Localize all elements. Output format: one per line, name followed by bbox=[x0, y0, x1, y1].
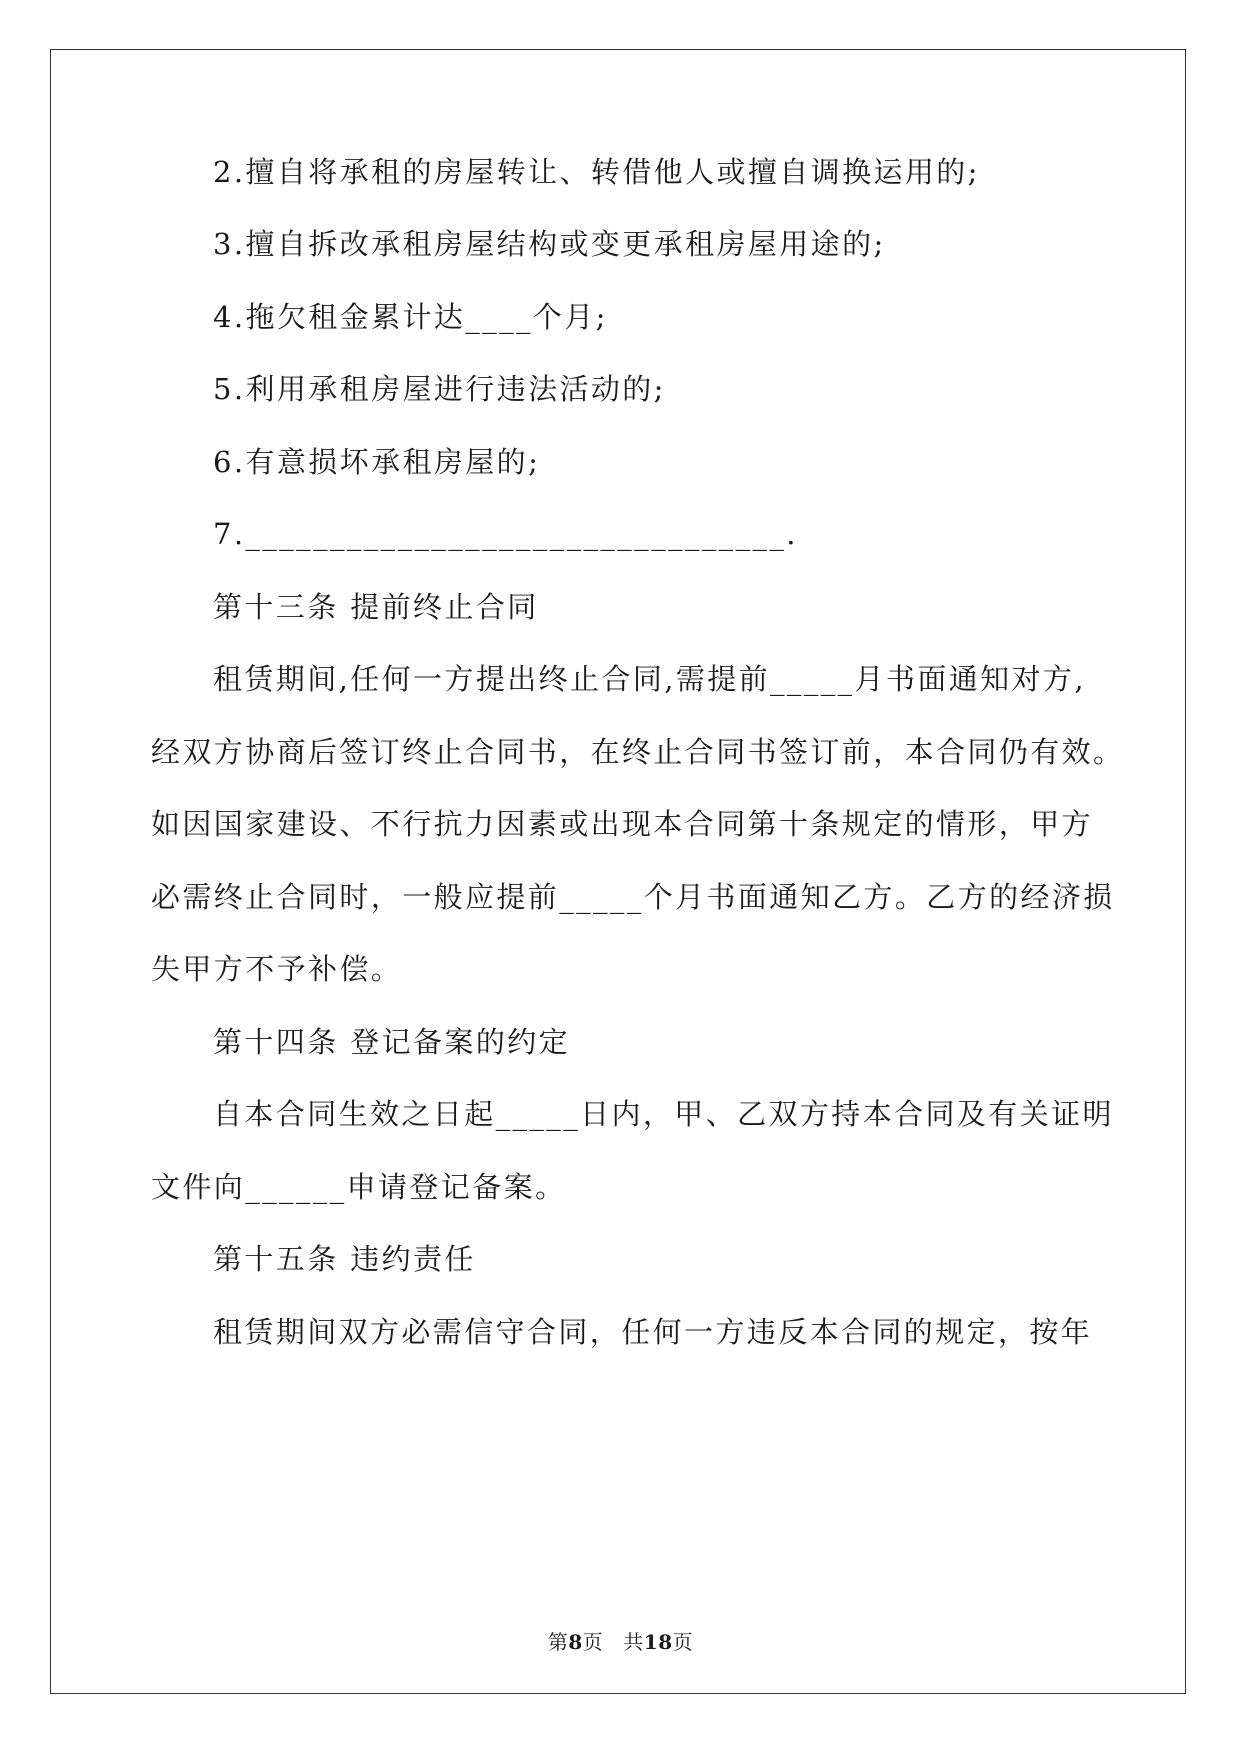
page-label-prefix: 第 bbox=[547, 1630, 569, 1654]
page-label-suffix: 页 bbox=[582, 1630, 604, 1654]
paragraph-line: 租赁期间,任何一方提出终止合同,需提前_____月书面通知对方, bbox=[213, 662, 1086, 696]
total-label-prefix: 共 bbox=[623, 1630, 644, 1654]
paragraph-line: 租赁期间双方必需信守合同，任何一方违反本合同的规定，按年 bbox=[213, 1315, 1093, 1349]
clause-item-7: 7.________________________________. bbox=[213, 517, 798, 551]
paragraph-line: 自本合同生效之日起_____日内，甲、乙双方持本合同及有关证明 bbox=[213, 1097, 1114, 1131]
clause-item-4: 4.拖欠租金累计达____个月; bbox=[213, 300, 608, 334]
clause-item-5: 5.利用承租房屋进行违法活动的; bbox=[213, 372, 666, 406]
article-15-heading: 第十五条 违约责任 bbox=[213, 1242, 476, 1276]
paragraph-line: 经双方协商后签订终止合同书，在终止合同书签订前，本合同仍有效。 bbox=[151, 735, 1125, 769]
paragraph-line: 失甲方不予补偿。 bbox=[151, 952, 403, 986]
paragraph-line: 如因国家建设、不行抗力因素或出现本合同第十条规定的情形，甲方 bbox=[151, 807, 1094, 841]
clause-item-6: 6.有意损坏承租房屋的; bbox=[213, 445, 541, 479]
total-pages: 18 bbox=[643, 1630, 673, 1654]
paragraph-line: 必需终止合同时，一般应提前_____个月书面通知乙方。乙方的经济损 bbox=[151, 880, 1115, 914]
article-14-heading: 第十四条 登记备案的约定 bbox=[213, 1025, 571, 1059]
article-13-heading: 第十三条 提前终止合同 bbox=[213, 590, 539, 624]
clause-item-2: 2.擅自将承租的房屋转让、转借他人或擅自调换运用的; bbox=[213, 155, 980, 189]
page-number: 8 bbox=[568, 1630, 583, 1654]
page-footer bbox=[0, 1626, 1241, 1655]
total-label-suffix: 页 bbox=[672, 1630, 694, 1654]
clause-item-3: 3.擅自拆改承租房屋结构或变更承租房屋用途的; bbox=[213, 227, 886, 261]
paragraph-line: 文件向______申请登记备案。 bbox=[151, 1170, 567, 1204]
page-border bbox=[50, 49, 1186, 1694]
